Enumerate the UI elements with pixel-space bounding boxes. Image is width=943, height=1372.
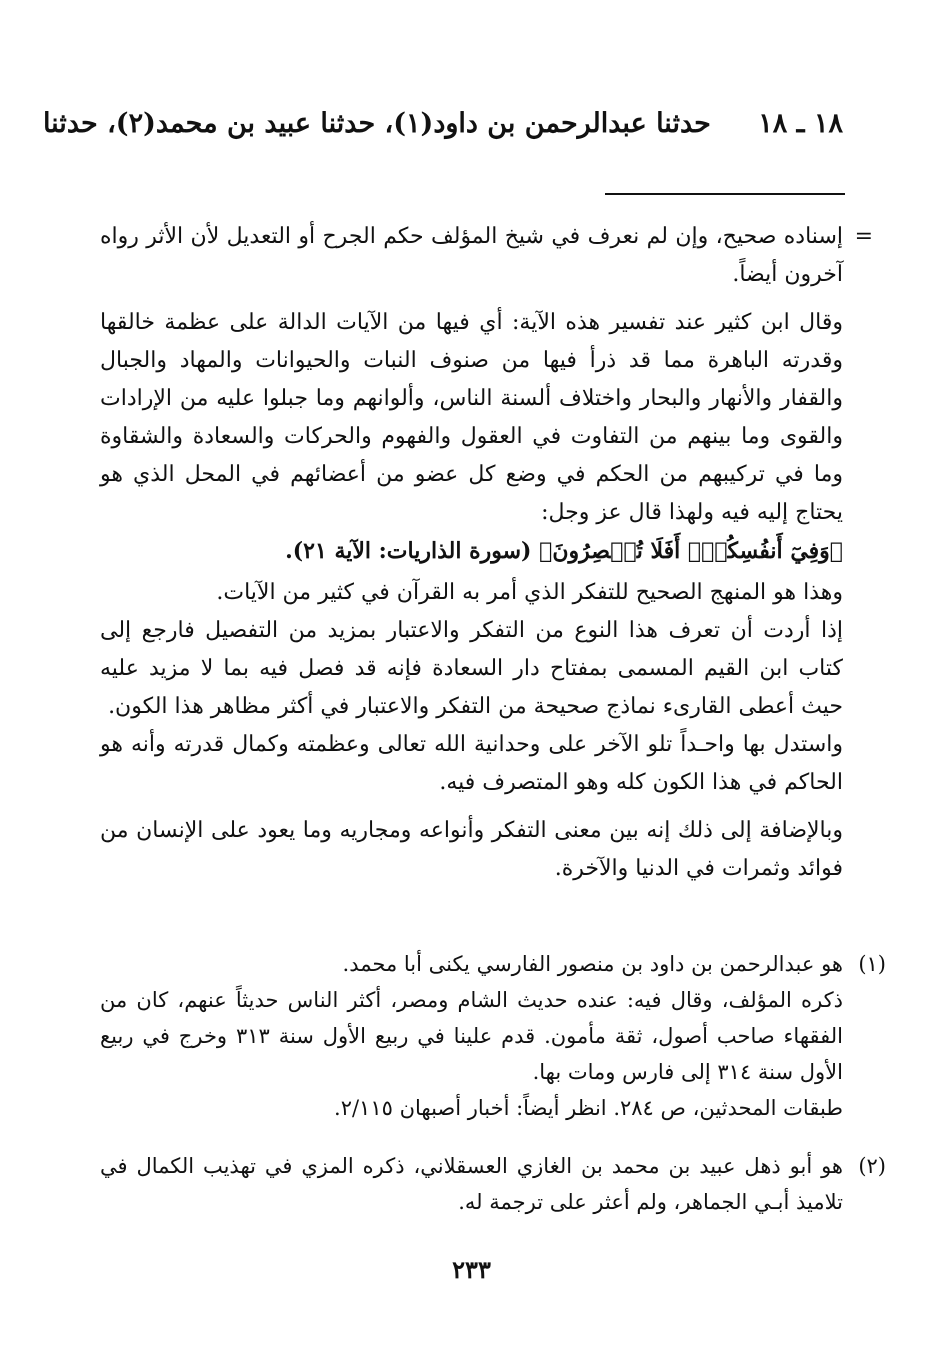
hadith-number: ١٨ ـ ١٨ <box>758 108 843 139</box>
page-number: ٢٣٣ <box>452 1255 491 1284</box>
hadith-chain-text: حدثنا عبدالرحمن بن داود(١)، حدثنا عبيد بن محمد(٢)، حدثنا <box>42 108 711 139</box>
hadith-header <box>42 108 843 139</box>
paragraph-isnad: إسناده صحيح، وإن لم نعرف في شيخ المؤلف حكم الجرح أو التعديل لأن الأثر رواه آخرون أيضاً. <box>100 224 843 287</box>
paragraph-ibn-kathir: وقال ابن كثير عند تفسير هذه الآية: أي فيها من الآيات الدالة على عظمة خالقها وقدرته الباهرة مما قد ذرأ فيها من صنوف النبات والحيوانات والمهاد والجبال والقفار والأنهار والبحار واختلاف ألسنة الناس، وألوانهم وما جبلوا عليه من الإرادات والقوى وما بينهم من التفاوت في العقول والفهوم والحركات والسعادة والشقاوة وما في تركيبهم من الحكم في وضع كل عضو من أعضائهم في المحل الذي هو يحتاج إليه فيه ولهذا قال عز وجل: <box>100 310 843 525</box>
footnote-separator-rule <box>605 193 845 195</box>
continuation-mark: = <box>854 224 873 249</box>
footnote-1-line: ذكره المؤلف، وقال فيه: عنده حديث الشام ومصر، أكثر الناس حديثاً عنهم، كان من الفقهاء صاحب أصول، ثقة مأمون. قدم علينا في ربيع الأول سنة ٣١٣ وخرج في ربيع الأول سنة ٣١٤ إلى فارس ومات بها. <box>100 988 844 1084</box>
paragraph-quran-verse: ﴿وَفِيٓ أَنفُسِكُمۡۚ أَفَلَا تُبۡصِرُونَ﴾ (سورة الذاريات: الآية ٢١). <box>285 538 843 564</box>
footnote-1 <box>100 946 886 1126</box>
footnote-1-line: هو عبدالرحمن بن داود بن منصور الفارسي يكنى أبا محمد. <box>342 952 843 976</box>
footnote-1-line: طبقات المحدثين، ص ٢٨٤. انظر أيضاً: أخبار أصبهان ٢/١١٥. <box>334 1096 843 1120</box>
paragraph-benefits: وبالإضافة إلى ذلك إنه بين معنى التفكر وأنواعه ومجاريه وما يعود على الإنسان من فوائد وثمرات في الدنيا والآخرة. <box>100 818 843 881</box>
commentary-block <box>100 218 873 888</box>
footnote-2-number: (٢) <box>858 1154 886 1178</box>
footnote-2 <box>100 1148 886 1220</box>
footnote-2-line: هو أبو ذهل عبيد بن محمد بن الغازي العسقلاني، ذكره المزي في تهذيب الكمال في تلاميذ أبـي الجماهر، ولم أعثر على ترجمة له. <box>100 1154 843 1214</box>
paragraph-evidence: واستدل بها واحـداً تلو الآخر على وحدانية الله تعالى وعظمته وكمال قدرته وأنه هو الحاكم في هذا الكون كله وهو المتصرف فيه. <box>100 732 843 795</box>
footnote-1-number: (١) <box>858 952 886 976</box>
paragraph-method: وهذا هو المنهج الصحيح للتفكر الذي أمر به القرآن في كثير من الآيات. <box>216 580 843 605</box>
paragraph-ibn-qayyim: إذا أردت أن تعرف هذا النوع من التفكر والاعتبار بمزيد من التفصيل فارجع إلى كتاب ابن القيم المسمى بمفتاح دار السعادة فإنه قد فصل فيه بما لا مزيد عليه حيث أعطى القارىء نماذج صحيحة من التفكر والاعتبار في أكثر مظاهر هذا الكون. <box>100 618 843 719</box>
